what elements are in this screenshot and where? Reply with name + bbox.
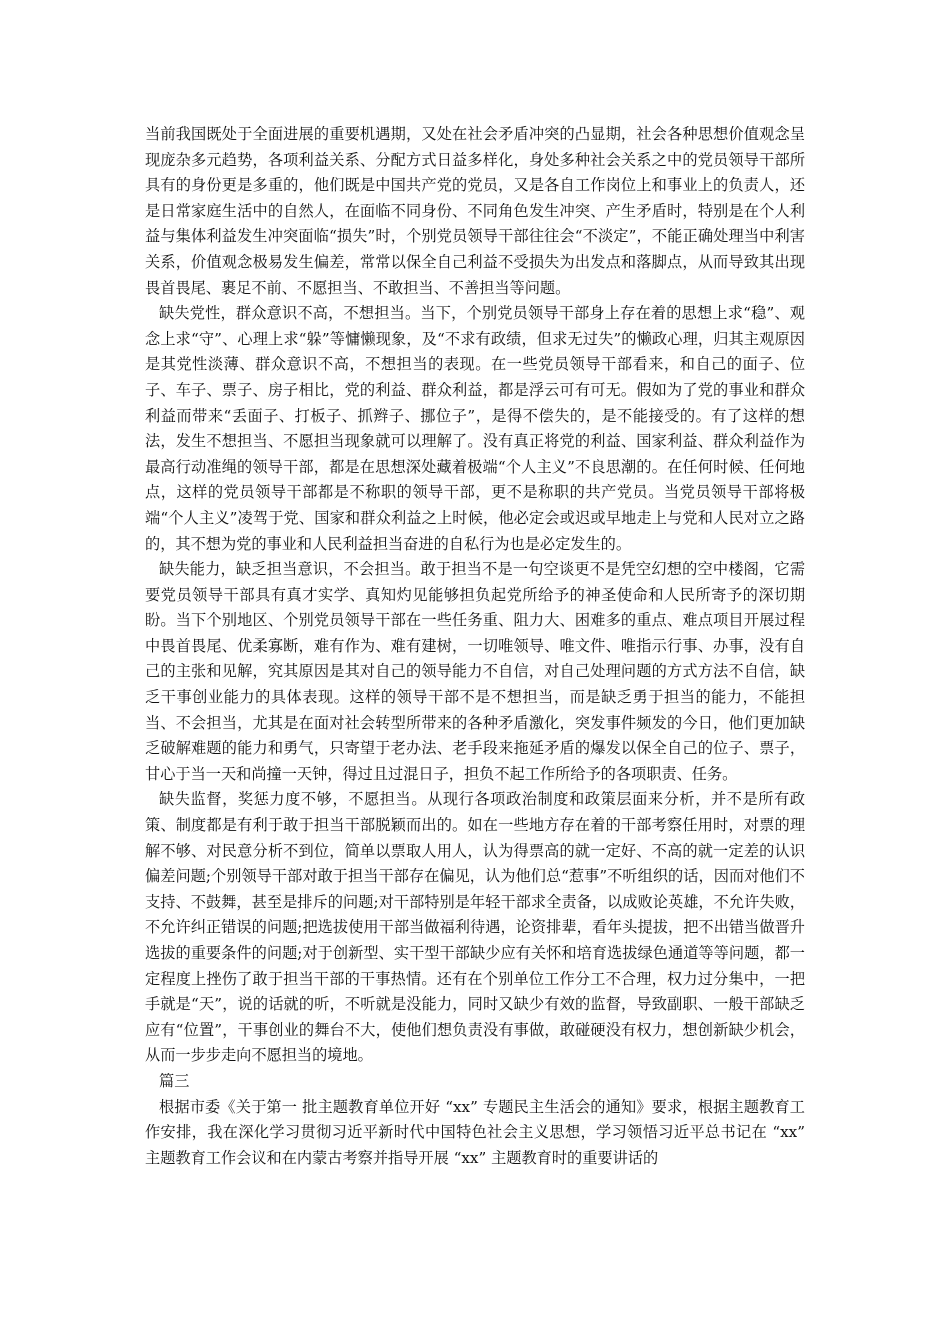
paragraph-intro: 当前我国既处于全面进展的重要机遇期，又处在社会矛盾冲突的凸显期，社会各种思想价值观念呈现庞杂多元趋势，各项利益关系、分配方式日益多样化，身处多种社会关系之中的党员领导干部所具有的身份更是多重的，他们既是中国共产党的党员，又是各自工作岗位上和事业上的负责人，还是日常家庭生活中的自然人，在面临不同身份、不同角色发生冲突、产生矛盾时，特别是在个人利益与集体利益发生冲突面临“损失”时，个别党员领导干部往往会“不淡定”，不能正确处理当中利害关系，价值观念极易发生偏差，常常以保全自己利益不受损失为出发点和落脚点，从而导致其出现畏首畏尾、裹足不前、不愿担当、不敢担当、不善担当等问题。 <box>145 125 805 297</box>
paragraph-section-three: 根据市委《关于第一 批主题教育单位开好 “xx” 专题民主生活会的通知》要求，根据主题教育工作安排，我在深化学习贯彻习近平新时代中国特色社会主义思想，学习领悟习近平总书记在 “xx” 主题教育工作会议和在内蒙古考察并指导开展 “xx” 主题教育时的重要讲话的 <box>145 1097 805 1167</box>
paragraph-ability: 缺失能力，缺乏担当意识，不会担当。敢于担当不是一句空谈更不是凭空幻想的空中楼阁，它需要党员领导干部具有真才实学、真知灼见能够担负起党所给予的神圣使命和人民所寄予的深切期盼。当下个别地区、个别党员领导干部在一些任务重、阻力大、困难多的重点、难点项目开展过程中畏首畏尾、优柔寡断，难有作为、难有建树，一切唯领导、唯文件、唯指示行事、办事，没有自己的主张和见解，究其原因是其对自己的领导能力不自信，对自己处理问题的方式方法不自信，缺乏干事创业能力的具体表现。这样的领导干部不是不想担当，而是缺乏勇于担当的能力，不能担当、不会担当，尤其是在面对社会转型所带来的各种矛盾激化，突发事件频发的今日，他们更加缺乏破解难题的能力和勇气，只寄望于老办法、老手段来拖延矛盾的爆发以保全自己的位子、票子，甘心于当一天和尚撞一天钟，得过且过混日子，担负不起工作所给予的各项职责、任务。 <box>145 560 805 783</box>
section-heading: 篇三 <box>159 1071 190 1090</box>
paragraph-supervision: 缺失监督，奖惩力度不够，不愿担当。从现行各项政治制度和政策层面来分析，并不是所有政策、制度都是有利于敢于担当干部脱颖而出的。如在一些地方存在着的干部考察任用时，对票的理解不够、对民意分析不到位，简单以票取人用人，认为得票高的就一定好、不高的就一定差的认识偏差问题;个别领导干部对敢于担当干部存在偏见，认为他们总“惹事”不听组织的话，因而对他们不支持、不鼓舞，甚至是排斥的问题;对干部特别是年轻干部求全责备，以成败论英雄，不允许失败，不允许纠正错误的问题;把选拔使用干部当做福利待遇，论资排辈，看年头提拔，把不出错当做晋升选拔的重要条件的问题;对于创新型、实干型干部缺少应有关怀和培育选拔绿色通道等等问题，都一定程度上挫伤了敢于担当干部的干事热情。还有在个别单位工作分工不合理，权力过分集中，一把手就是“天”，说的话就的听，不听就是没能力，同时又缺少有效的监督，导致副职、一般干部缺乏应有“位置”，干事创业的舞台不大，使他们想负责没有事做，敢碰硬没有权力，想创新缺少机会，从而一步步走向不愿担当的境地。 <box>145 790 805 1065</box>
document-body <box>145 122 805 1171</box>
paragraph-party-spirit: 缺失党性，群众意识不高，不想担当。当下，个别党员领导干部身上存在着的思想上求“稳”、观念上求“守”、心理上求“躲”等慵懒现象，及“不求有政绩，但求无过失”的懒政心理，归其主观原因是其党性淡薄、群众意识不高，不想担当的表现。在一些党员领导干部看来，和自己的面子、位子、车子、票子、房子相比，党的利益、群众利益，都是浮云可有可无。假如为了党的事业和群众利益而带来“丢面子、打板子、抓辫子、挪位子”，是得不偿失的，是不能接受的。有了这样的想法，发生不想担当、不愿担当现象就可以理解了。没有真正将党的利益、国家利益、群众利益作为最高行动准绳的领导干部，都是在思想深处藏着极端“个人主义”不良思潮的。在任何时候、任何地点，这样的党员领导干部都是不称职的领导干部，更不是称职的共产党员。当党员领导干部将极端“个人主义”凌驾于党、国家和群众利益之上时候，他必定会或迟或早地走上与党和人民对立之路的，其不想为党的事业和人民利益担当奋进的自私行为也是必定发生的。 <box>145 304 805 553</box>
